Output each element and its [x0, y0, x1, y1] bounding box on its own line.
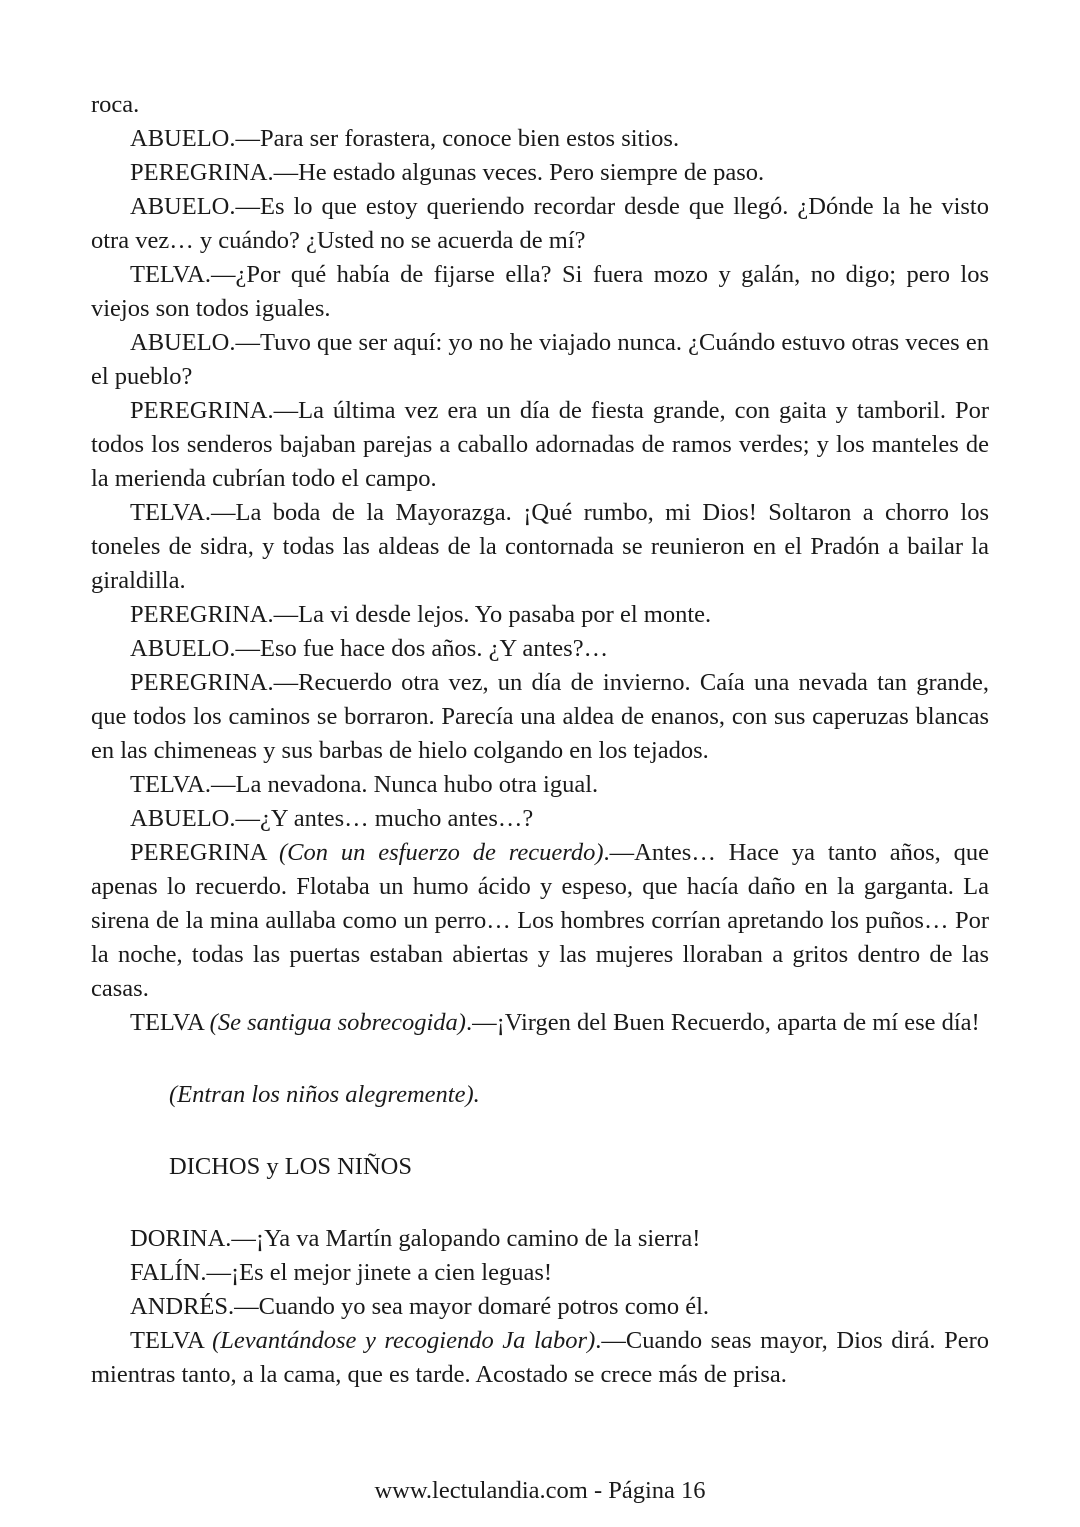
dialogue-line: TELVA.—La boda de la Mayorazga. ¡Qué rumbo, mi Dios! Soltaron a chorro los toneles de sidra, y todas las aldeas de la contornada se reunieron en el Pradón a bailar la giraldilla. — [91, 499, 989, 594]
spacer — [91, 1112, 989, 1150]
page-footer: www.lectulandia.com - Página 16 — [374, 1477, 706, 1504]
dialogue-line: ABUELO.—Eso fue hace dos años. ¿Y antes?… — [130, 635, 609, 662]
speaker: ABUELO. — [130, 635, 236, 662]
page-body — [91, 88, 989, 1392]
speaker: TELVA. — [130, 261, 212, 288]
dialogue-line: PEREGRINA.—La vi desde lejos. Yo pasaba por el monte. — [130, 601, 712, 628]
dialogue-line: ABUELO.—Es lo que estoy queriendo recordar desde que llegó. ¿Dónde la he visto otra vez… y cuándo? ¿Usted no se acuerda de mí? — [91, 193, 989, 254]
dialogue-line: ABUELO.—Tuvo que ser aquí: yo no he viajado nunca. ¿Cuándo estuvo otras veces en el pueblo? — [91, 329, 989, 390]
speaker: FALÍN. — [130, 1259, 207, 1286]
spacer — [91, 1184, 989, 1222]
spacer — [91, 1040, 989, 1078]
speaker: PEREGRINA. — [130, 397, 274, 424]
speaker: TELVA — [130, 1327, 213, 1354]
dialogue-line: PEREGRINA.—Recuerdo otra vez, un día de invierno. Caía una nevada tan grande, que todos los caminos se borraron. Parecía una aldea de enanos, con sus caperuzas blancas en las chimeneas y sus barbas de hielo colgando en los tejados. — [91, 669, 989, 764]
speaker: ANDRÉS. — [130, 1293, 235, 1320]
stage-direction-inline: (Levantándose y recogiendo Ja labor) — [212, 1327, 596, 1354]
speaker: PEREGRINA — [130, 839, 279, 866]
stage-direction-inline: (Con un esfuerzo de recuerdo) — [279, 839, 604, 866]
speaker: DORINA. — [130, 1225, 232, 1252]
dialogue-line: PEREGRINA.—He estado algunas veces. Pero siempre de paso. — [130, 159, 765, 186]
speaker: PEREGRINA. — [130, 159, 274, 186]
stage-direction-inline: (Se santigua sobrecogida) — [209, 1009, 466, 1036]
dialogue-line: ABUELO.—Para ser forastera, conoce bien estos sitios. — [130, 125, 680, 152]
paragraph: roca. — [91, 91, 140, 118]
dialogue-line: ANDRÉS.—Cuando yo sea mayor domaré potros como él. — [130, 1293, 710, 1320]
scene-heading: DICHOS y LOS NIÑOS — [169, 1153, 412, 1180]
speaker: TELVA. — [130, 771, 212, 798]
speaker: ABUELO. — [130, 193, 236, 220]
dialogue-line: DORINA.—¡Ya va Martín galopando camino de la sierra! — [130, 1225, 701, 1252]
dialogue-line: FALÍN.—¡Es el mejor jinete a cien leguas! — [130, 1259, 553, 1286]
dialogue-line: ABUELO.—¿Y antes… mucho antes…? — [130, 805, 534, 832]
speaker: ABUELO. — [130, 805, 236, 832]
speaker: TELVA — [130, 1009, 210, 1036]
speaker: ABUELO. — [130, 125, 236, 152]
dialogue-line: TELVA.—La nevadona. Nunca hubo otra igual. — [130, 771, 599, 798]
speaker: PEREGRINA. — [130, 669, 274, 696]
speaker: TELVA. — [130, 499, 212, 526]
dialogue-line: TELVA.—¿Por qué había de fijarse ella? Si fuera mozo y galán, no digo; pero los viejos son todos iguales. — [91, 261, 989, 322]
speaker: ABUELO. — [130, 329, 236, 356]
dialogue-line: TELVA (Levantándose y recogiendo Ja labor).—Cuando seas mayor, Dios dirá. Pero mientras tanto, a la cama, que es tarde. Acostado se crece más de prisa. — [91, 1327, 989, 1388]
stage-direction: (Entran los niños alegremente). — [169, 1081, 480, 1108]
dialogue-line: PEREGRINA.—La última vez era un día de fiesta grande, con gaita y tamboril. Por todos los senderos bajaban parejas a caballo adornadas de ramos verdes; y los manteles de la merienda cubrían todo el campo. — [91, 397, 989, 492]
speaker: PEREGRINA. — [130, 601, 274, 628]
dialogue-line: TELVA (Se santigua sobrecogida).—¡Virgen del Buen Recuerdo, aparta de mí ese día! — [130, 1009, 980, 1036]
dialogue-line: PEREGRINA (Con un esfuerzo de recuerdo).—Antes… Hace ya tanto años, que apenas lo recuerdo. Flotaba un humo ácido y espeso, que hacía daño en la garganta. La sirena de la mina aullaba como un perro… Los hombres corrían apretando los puños… Por la noche, todas las puertas estaban abiertas y las mujeres lloraban a gritos dentro de las casas. — [91, 839, 989, 1002]
